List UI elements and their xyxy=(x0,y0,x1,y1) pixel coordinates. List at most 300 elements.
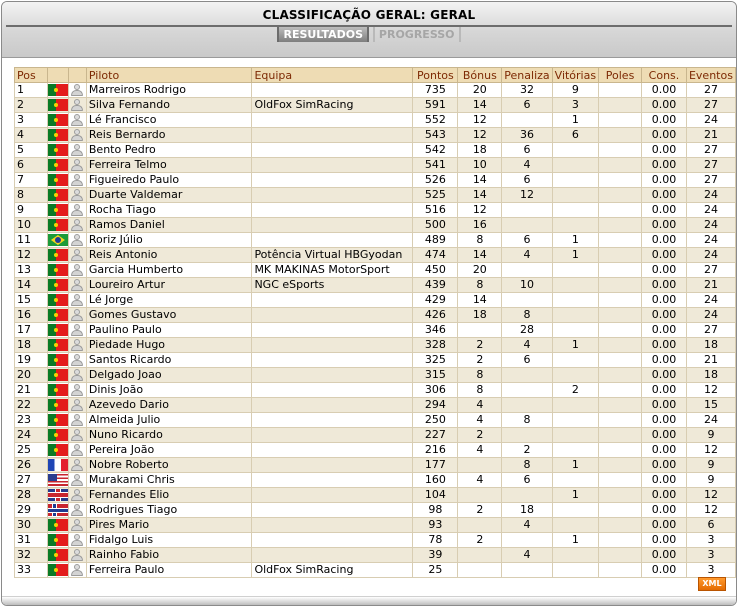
profile-cell[interactable] xyxy=(68,158,86,173)
cell-eventos: 21 xyxy=(686,278,735,293)
pt-flag-icon xyxy=(48,294,68,306)
col-header-vitorias[interactable]: Vitórias xyxy=(552,68,598,83)
cell-vitorias: 3 xyxy=(552,98,598,113)
cell-equipa xyxy=(252,308,413,323)
cell-penaliza: 36 xyxy=(502,128,552,143)
cell-eventos: 24 xyxy=(686,293,735,308)
cell-equipa: Potência Virtual HBGyodan xyxy=(252,248,413,263)
cell-pos: 32 xyxy=(15,548,48,563)
cell-bonus: 12 xyxy=(458,203,502,218)
profile-cell[interactable] xyxy=(68,113,86,128)
cell-penaliza xyxy=(502,563,552,578)
cell-equipa xyxy=(252,398,413,413)
profile-cell[interactable] xyxy=(68,98,86,113)
no-flag-icon xyxy=(48,504,68,516)
col-header-poles[interactable]: Poles xyxy=(599,68,642,83)
profile-cell[interactable] xyxy=(68,293,86,308)
cell-penaliza: 6 xyxy=(502,473,552,488)
cell-poles xyxy=(599,248,642,263)
flag-cell xyxy=(47,98,68,113)
cell-piloto[interactable]: Bento Pedro xyxy=(86,143,252,158)
cell-pos: 11 xyxy=(15,233,48,248)
cell-piloto[interactable]: Lé Jorge xyxy=(86,293,252,308)
profile-cell[interactable] xyxy=(68,323,86,338)
driver-profile-icon[interactable] xyxy=(70,129,84,141)
driver-profile-icon[interactable] xyxy=(70,549,84,561)
cell-pos: 6 xyxy=(15,158,48,173)
cell-piloto[interactable]: Ferreira Telmo xyxy=(86,158,252,173)
profile-cell[interactable] xyxy=(68,353,86,368)
flag-cell xyxy=(47,128,68,143)
cell-pos: 33 xyxy=(15,563,48,578)
cell-vitorias xyxy=(552,143,598,158)
cell-penaliza xyxy=(502,293,552,308)
driver-profile-icon[interactable] xyxy=(70,189,84,201)
cell-piloto[interactable]: Reis Antonio xyxy=(86,248,252,263)
col-header-penaliza[interactable]: Penaliza xyxy=(502,68,552,83)
br-flag-icon xyxy=(48,234,68,246)
driver-profile-icon[interactable] xyxy=(70,99,84,111)
cell-piloto[interactable]: Paulino Paulo xyxy=(86,323,252,338)
cell-eventos: 12 xyxy=(686,503,735,518)
cell-poles xyxy=(599,368,642,383)
driver-profile-icon[interactable] xyxy=(70,459,84,471)
cell-pontos: 543 xyxy=(413,128,458,143)
cell-poles xyxy=(599,308,642,323)
flag-cell xyxy=(47,503,68,518)
profile-cell[interactable] xyxy=(68,218,86,233)
profile-cell[interactable] xyxy=(68,473,86,488)
cell-cons: 0.00 xyxy=(642,533,687,548)
cell-bonus xyxy=(458,488,502,503)
flag-cell xyxy=(47,188,68,203)
cell-bonus: 2 xyxy=(458,353,502,368)
driver-profile-icon[interactable] xyxy=(70,474,84,486)
cell-penaliza: 4 xyxy=(502,158,552,173)
driver-profile-icon[interactable] xyxy=(70,144,84,156)
cell-vitorias: 2 xyxy=(552,383,598,398)
table-row xyxy=(15,158,736,173)
driver-profile-icon[interactable] xyxy=(70,159,84,171)
cell-pontos: 346 xyxy=(413,323,458,338)
panel-header xyxy=(2,2,736,58)
driver-profile-icon[interactable] xyxy=(70,324,84,336)
cell-poles xyxy=(599,158,642,173)
driver-profile-icon[interactable] xyxy=(70,384,84,396)
cell-eventos: 27 xyxy=(686,323,735,338)
table-row xyxy=(15,293,736,308)
profile-cell[interactable] xyxy=(68,173,86,188)
pt-flag-icon xyxy=(48,99,68,111)
cell-cons: 0.00 xyxy=(642,263,687,278)
col-header-flag xyxy=(47,68,68,83)
profile-cell[interactable] xyxy=(68,203,86,218)
cell-poles xyxy=(599,443,642,458)
cell-poles xyxy=(599,353,642,368)
driver-profile-icon[interactable] xyxy=(70,174,84,186)
profile-cell[interactable] xyxy=(68,488,86,503)
cell-poles xyxy=(599,503,642,518)
cell-pontos: 552 xyxy=(413,113,458,128)
col-header-eventos[interactable]: Eventos xyxy=(686,68,735,83)
cell-vitorias xyxy=(552,413,598,428)
cell-equipa xyxy=(252,428,413,443)
profile-cell[interactable] xyxy=(68,143,86,158)
cell-penaliza: 6 xyxy=(502,98,552,113)
col-header-pontos[interactable]: Pontos xyxy=(413,68,458,83)
cell-penaliza: 8 xyxy=(502,458,552,473)
cell-penaliza: 2 xyxy=(502,443,552,458)
profile-cell[interactable] xyxy=(68,518,86,533)
table-row xyxy=(15,323,736,338)
profile-cell[interactable] xyxy=(68,263,86,278)
cell-eventos: 27 xyxy=(686,158,735,173)
driver-profile-icon[interactable] xyxy=(70,264,84,276)
flag-cell xyxy=(47,368,68,383)
driver-profile-icon[interactable] xyxy=(70,429,84,441)
profile-cell[interactable] xyxy=(68,413,86,428)
cell-eventos: 3 xyxy=(686,548,735,563)
tab-progresso[interactable]: PROGRESSO xyxy=(373,27,461,42)
table-row xyxy=(15,443,736,458)
driver-profile-icon[interactable] xyxy=(70,294,84,306)
col-header-bonus[interactable]: Bónus xyxy=(458,68,502,83)
driver-profile-icon[interactable] xyxy=(70,369,84,381)
cell-eventos: 3 xyxy=(686,563,735,578)
cell-vitorias xyxy=(552,398,598,413)
cell-piloto[interactable]: Fernandes Elio xyxy=(86,488,252,503)
cell-eventos: 24 xyxy=(686,188,735,203)
cell-vitorias: 1 xyxy=(552,248,598,263)
cell-equipa xyxy=(252,128,413,143)
driver-profile-icon[interactable] xyxy=(70,114,84,126)
cell-pontos: 39 xyxy=(413,548,458,563)
cell-bonus xyxy=(458,563,502,578)
cell-piloto[interactable]: Marreiros Rodrigo xyxy=(86,83,252,98)
profile-cell[interactable] xyxy=(68,503,86,518)
pt-flag-icon xyxy=(48,564,68,576)
pt-flag-icon xyxy=(48,324,68,336)
cell-piloto[interactable]: Nobre Roberto xyxy=(86,458,252,473)
xml-export-button[interactable]: XML xyxy=(698,577,726,591)
flag-cell xyxy=(47,203,68,218)
cell-cons: 0.00 xyxy=(642,428,687,443)
us-flag-icon xyxy=(48,474,68,486)
flag-cell xyxy=(47,413,68,428)
driver-profile-icon[interactable] xyxy=(70,204,84,216)
driver-profile-icon[interactable] xyxy=(70,84,84,96)
cell-pos: 9 xyxy=(15,203,48,218)
cell-cons: 0.00 xyxy=(642,278,687,293)
flag-cell xyxy=(47,323,68,338)
cell-piloto[interactable]: Almeida Julio xyxy=(86,413,252,428)
pt-flag-icon xyxy=(48,114,68,126)
cell-equipa xyxy=(252,173,413,188)
cell-cons: 0.00 xyxy=(642,338,687,353)
driver-profile-icon[interactable] xyxy=(70,249,84,261)
cell-equipa xyxy=(252,503,413,518)
cell-piloto[interactable]: Duarte Valdemar xyxy=(86,188,252,203)
cell-piloto[interactable]: Reis Bernardo xyxy=(86,128,252,143)
cell-piloto[interactable]: Delgado Joao xyxy=(86,368,252,383)
profile-cell[interactable] xyxy=(68,383,86,398)
cell-piloto[interactable]: Figueiredo Paulo xyxy=(86,173,252,188)
driver-profile-icon[interactable] xyxy=(70,489,84,501)
table-row xyxy=(15,518,736,533)
cell-bonus xyxy=(458,323,502,338)
driver-profile-icon[interactable] xyxy=(70,444,84,456)
cell-pontos: 516 xyxy=(413,203,458,218)
cell-pos: 16 xyxy=(15,308,48,323)
cell-vitorias xyxy=(552,203,598,218)
cell-pos: 12 xyxy=(15,248,48,263)
pt-flag-icon xyxy=(48,384,68,396)
cell-bonus: 20 xyxy=(458,83,502,98)
cell-poles xyxy=(599,428,642,443)
cell-piloto[interactable]: Lé Francisco xyxy=(86,113,252,128)
cell-cons: 0.00 xyxy=(642,173,687,188)
cell-bonus: 8 xyxy=(458,278,502,293)
cell-cons: 0.00 xyxy=(642,413,687,428)
flag-cell xyxy=(47,293,68,308)
cell-poles xyxy=(599,518,642,533)
pt-flag-icon xyxy=(48,279,68,291)
profile-cell[interactable] xyxy=(68,533,86,548)
driver-profile-icon[interactable] xyxy=(70,399,84,411)
cell-pontos: 474 xyxy=(413,248,458,263)
cell-piloto[interactable]: Silva Fernando xyxy=(86,98,252,113)
cell-eventos: 24 xyxy=(686,308,735,323)
cell-cons: 0.00 xyxy=(642,293,687,308)
cell-pos: 15 xyxy=(15,293,48,308)
cell-bonus: 8 xyxy=(458,368,502,383)
cell-bonus: 4 xyxy=(458,413,502,428)
cell-vitorias xyxy=(552,263,598,278)
profile-cell[interactable] xyxy=(68,128,86,143)
driver-profile-icon[interactable] xyxy=(70,219,84,231)
col-header-piloto[interactable]: Piloto xyxy=(86,68,252,83)
pt-flag-icon xyxy=(48,219,68,231)
cell-penaliza xyxy=(502,203,552,218)
cell-equipa: OldFox SimRacing xyxy=(252,98,413,113)
cell-piloto[interactable]: Pires Mario xyxy=(86,518,252,533)
pt-flag-icon xyxy=(48,549,68,561)
cell-cons: 0.00 xyxy=(642,398,687,413)
cell-poles xyxy=(599,548,642,563)
cell-pontos: 98 xyxy=(413,503,458,518)
driver-profile-icon[interactable] xyxy=(70,309,84,321)
cell-piloto[interactable]: Gomes Gustavo xyxy=(86,308,252,323)
cell-poles xyxy=(599,203,642,218)
cell-penaliza: 4 xyxy=(502,338,552,353)
driver-profile-icon[interactable] xyxy=(70,519,84,531)
cell-vitorias: 6 xyxy=(552,128,598,143)
cell-poles xyxy=(599,398,642,413)
cell-piloto[interactable]: Ramos Daniel xyxy=(86,218,252,233)
driver-profile-icon[interactable] xyxy=(70,534,84,546)
cell-pos: 29 xyxy=(15,503,48,518)
cell-pontos: 250 xyxy=(413,413,458,428)
cell-bonus: 12 xyxy=(458,113,502,128)
cell-penaliza: 18 xyxy=(502,503,552,518)
profile-cell[interactable] xyxy=(68,458,86,473)
table-row xyxy=(15,128,736,143)
cell-cons: 0.00 xyxy=(642,128,687,143)
profile-cell[interactable] xyxy=(68,563,86,578)
cell-equipa xyxy=(252,218,413,233)
cell-piloto[interactable]: Azevedo Dario xyxy=(86,398,252,413)
cell-cons: 0.00 xyxy=(642,158,687,173)
cell-equipa xyxy=(252,338,413,353)
cell-piloto[interactable]: Loureiro Artur xyxy=(86,278,252,293)
cell-pos: 23 xyxy=(15,413,48,428)
cell-penaliza xyxy=(502,263,552,278)
profile-cell[interactable] xyxy=(68,308,86,323)
cell-poles xyxy=(599,323,642,338)
cell-piloto[interactable]: Roriz Júlio xyxy=(86,233,252,248)
cell-vitorias xyxy=(552,353,598,368)
profile-cell[interactable] xyxy=(68,338,86,353)
cell-vitorias xyxy=(552,428,598,443)
cell-eventos: 3 xyxy=(686,533,735,548)
cell-piloto[interactable]: Murakami Chris xyxy=(86,473,252,488)
cell-bonus xyxy=(458,548,502,563)
driver-profile-icon[interactable] xyxy=(70,414,84,426)
cell-piloto[interactable]: Rocha Tiago xyxy=(86,203,252,218)
cell-piloto[interactable]: Rainho Fabio xyxy=(86,548,252,563)
profile-cell[interactable] xyxy=(68,188,86,203)
cell-eventos: 24 xyxy=(686,248,735,263)
profile-cell[interactable] xyxy=(68,248,86,263)
cell-piloto[interactable]: Piedade Hugo xyxy=(86,338,252,353)
driver-profile-icon[interactable] xyxy=(70,339,84,351)
cell-cons: 0.00 xyxy=(642,548,687,563)
cell-piloto[interactable]: Pereira João xyxy=(86,443,252,458)
cell-poles xyxy=(599,488,642,503)
col-header-cons[interactable]: Cons. xyxy=(642,68,687,83)
profile-cell[interactable] xyxy=(68,428,86,443)
cell-piloto[interactable]: Santos Ricardo xyxy=(86,353,252,368)
driver-profile-icon[interactable] xyxy=(70,279,84,291)
cell-eventos: 27 xyxy=(686,173,735,188)
cell-equipa xyxy=(252,443,413,458)
cell-pontos: 542 xyxy=(413,143,458,158)
cell-cons: 0.00 xyxy=(642,233,687,248)
profile-cell[interactable] xyxy=(68,368,86,383)
cell-piloto[interactable]: Garcia Humberto xyxy=(86,263,252,278)
cell-pontos: 78 xyxy=(413,533,458,548)
cell-pos: 4 xyxy=(15,128,48,143)
profile-cell[interactable] xyxy=(68,83,86,98)
cell-pos: 22 xyxy=(15,398,48,413)
cell-pos: 5 xyxy=(15,143,48,158)
flag-cell xyxy=(47,533,68,548)
table-row xyxy=(15,203,736,218)
fr-flag-icon xyxy=(48,459,68,471)
driver-profile-icon[interactable] xyxy=(70,504,84,516)
driver-profile-icon[interactable] xyxy=(70,234,84,246)
table-row xyxy=(15,278,736,293)
profile-cell[interactable] xyxy=(68,443,86,458)
cell-bonus: 4 xyxy=(458,398,502,413)
flag-cell xyxy=(47,233,68,248)
profile-cell[interactable] xyxy=(68,233,86,248)
cell-penaliza: 4 xyxy=(502,548,552,563)
flag-cell xyxy=(47,308,68,323)
table-row xyxy=(15,383,736,398)
flag-cell xyxy=(47,143,68,158)
flag-cell xyxy=(47,173,68,188)
cell-pos: 17 xyxy=(15,323,48,338)
cell-penaliza: 4 xyxy=(502,518,552,533)
profile-cell[interactable] xyxy=(68,278,86,293)
cell-pontos: 93 xyxy=(413,518,458,533)
pt-flag-icon xyxy=(48,354,68,366)
cell-vitorias: 9 xyxy=(552,83,598,98)
cell-poles xyxy=(599,233,642,248)
cell-eventos: 12 xyxy=(686,443,735,458)
table-row xyxy=(15,218,736,233)
cell-pontos: 525 xyxy=(413,188,458,203)
cell-piloto[interactable]: Nuno Ricardo xyxy=(86,428,252,443)
cell-pos: 14 xyxy=(15,278,48,293)
cell-piloto[interactable]: Dinis João xyxy=(86,383,252,398)
table-row xyxy=(15,143,736,158)
cell-bonus: 14 xyxy=(458,173,502,188)
cell-eventos: 18 xyxy=(686,368,735,383)
tab-resultados[interactable]: RESULTADOS xyxy=(277,27,369,42)
col-header-equipa[interactable]: Equipa xyxy=(252,68,413,83)
driver-profile-icon[interactable] xyxy=(70,354,84,366)
table-row xyxy=(15,458,736,473)
profile-cell[interactable] xyxy=(68,398,86,413)
col-header-pos[interactable]: Pos xyxy=(15,68,48,83)
cell-equipa: OldFox SimRacing xyxy=(252,563,413,578)
gb-flag-icon xyxy=(48,489,68,501)
cell-vitorias xyxy=(552,548,598,563)
cell-pontos: 439 xyxy=(413,278,458,293)
cell-equipa xyxy=(252,113,413,128)
cell-penaliza xyxy=(502,383,552,398)
cell-eventos: 12 xyxy=(686,488,735,503)
flag-cell xyxy=(47,248,68,263)
cell-pontos: 315 xyxy=(413,368,458,383)
cell-piloto[interactable]: Fidalgo Luis xyxy=(86,533,252,548)
cell-pontos: 489 xyxy=(413,233,458,248)
cell-bonus: 16 xyxy=(458,218,502,233)
driver-profile-icon[interactable] xyxy=(70,564,84,576)
profile-cell[interactable] xyxy=(68,548,86,563)
cell-equipa xyxy=(252,413,413,428)
cell-eventos: 24 xyxy=(686,413,735,428)
cell-piloto[interactable]: Ferreira Paulo xyxy=(86,563,252,578)
cell-bonus xyxy=(458,458,502,473)
flag-cell xyxy=(47,398,68,413)
cell-pontos: 591 xyxy=(413,98,458,113)
cell-pos: 20 xyxy=(15,368,48,383)
cell-piloto[interactable]: Rodrigues Tiago xyxy=(86,503,252,518)
standings-rows xyxy=(15,83,736,578)
cell-penaliza: 10 xyxy=(502,278,552,293)
cell-vitorias xyxy=(552,218,598,233)
cell-vitorias: 1 xyxy=(552,458,598,473)
cell-cons: 0.00 xyxy=(642,113,687,128)
flag-cell xyxy=(47,563,68,578)
cell-equipa xyxy=(252,233,413,248)
pt-flag-icon xyxy=(48,414,68,426)
pt-flag-icon xyxy=(48,144,68,156)
flag-cell xyxy=(47,458,68,473)
